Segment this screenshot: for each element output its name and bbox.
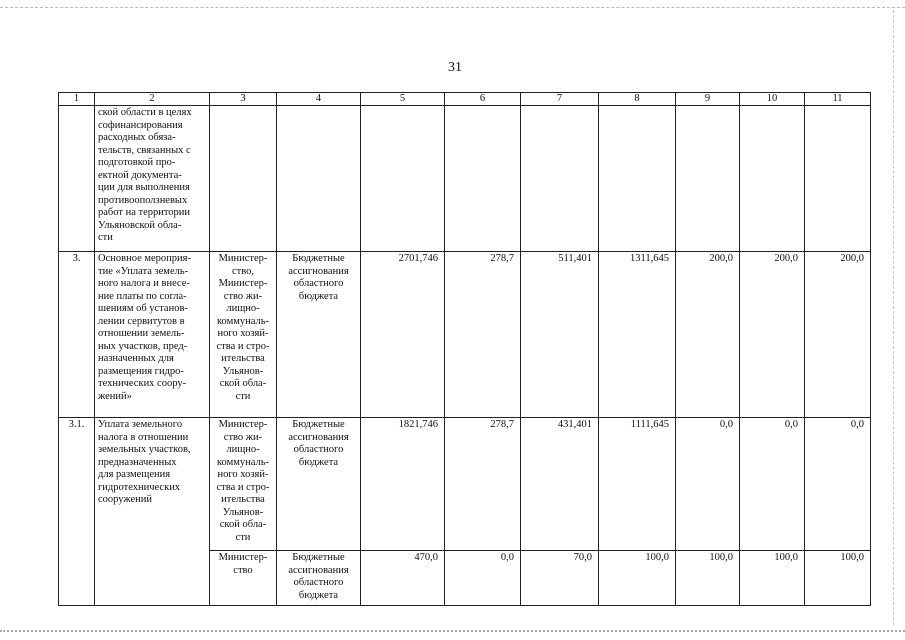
column-header: 7 xyxy=(521,93,599,106)
column-header: 9 xyxy=(676,93,740,106)
value-cell: 200,0 xyxy=(740,252,805,418)
column-header: 1 xyxy=(59,93,95,106)
value-cell: 1821,746 xyxy=(361,418,445,551)
value-cell: 100,0 xyxy=(740,551,805,606)
row-number-cell xyxy=(59,106,95,252)
value-cell: 200,0 xyxy=(676,252,740,418)
column-header: 11 xyxy=(805,93,871,106)
table-row xyxy=(59,418,871,551)
column-header: 8 xyxy=(599,93,676,106)
value-cell: 0,0 xyxy=(676,418,740,551)
column-header: 2 xyxy=(95,93,210,106)
scan-bottom-border xyxy=(0,630,905,632)
value-cell: 278,7 xyxy=(445,418,521,551)
funding-source-cell: Бюджетные ассигнования областного бюджета xyxy=(277,252,361,418)
executor-cell xyxy=(210,106,277,252)
funding-source-cell: Бюджетные ассигнования областного бюджета xyxy=(277,551,361,606)
value-cell xyxy=(361,106,445,252)
column-header: 6 xyxy=(445,93,521,106)
value-cell: 100,0 xyxy=(599,551,676,606)
column-header: 5 xyxy=(361,93,445,106)
funding-source-cell xyxy=(277,106,361,252)
funding-source-cell: Бюджетные ассигнования областного бюджета xyxy=(277,418,361,551)
value-cell: 70,0 xyxy=(521,551,599,606)
executor-cell: Министер- ство, Министер- ство жи- лищно- коммуналь- ного хозяй- ства и стро- ительства Ульянов- ской обла- сти xyxy=(210,252,277,418)
value-cell: 0,0 xyxy=(740,418,805,551)
value-cell xyxy=(445,106,521,252)
row-number-cell: 3. xyxy=(59,252,95,418)
column-header: 3 xyxy=(210,93,277,106)
value-cell: 511,401 xyxy=(521,252,599,418)
column-header: 4 xyxy=(277,93,361,106)
table-row xyxy=(59,106,871,252)
activity-name-cell: ской области в целях софинансирования расходных обяза- тельств, связанных с подготовкой про- ектной документа- ции для выполнения противооползневых работ на территории Ульяновской обла- сти xyxy=(95,106,210,252)
page-number: 31 xyxy=(448,60,462,75)
value-cell: 470,0 xyxy=(361,551,445,606)
value-cell xyxy=(521,106,599,252)
value-cell: 0,0 xyxy=(805,418,871,551)
activity-name-cell: Уплата земельного налога в отношении земельных участков, предназначенных для размещения гидротехнических сооружений xyxy=(95,418,210,606)
value-cell: 200,0 xyxy=(805,252,871,418)
value-cell: 278,7 xyxy=(445,252,521,418)
column-header: 10 xyxy=(740,93,805,106)
value-cell: 1311,645 xyxy=(599,252,676,418)
value-cell xyxy=(599,106,676,252)
header-row xyxy=(59,93,871,106)
activity-name-cell: Основное мероприя- тие «Уплата земель- ного налога и внесе- ние платы по согла- шениям об установ- лении сервитутов в отношении земель- ных участков, пред- назначенных для размещения гидро- технических соору- жений» xyxy=(95,252,210,418)
program-table xyxy=(58,92,871,606)
value-cell xyxy=(676,106,740,252)
row-number-cell: 3.1. xyxy=(59,418,95,606)
table-row xyxy=(59,252,871,418)
value-cell: 100,0 xyxy=(805,551,871,606)
executor-cell: Министер- ство xyxy=(210,551,277,606)
value-cell: 2701,746 xyxy=(361,252,445,418)
scan-top-border xyxy=(0,7,905,8)
value-cell xyxy=(740,106,805,252)
value-cell: 1111,645 xyxy=(599,418,676,551)
value-cell xyxy=(805,106,871,252)
value-cell: 431,401 xyxy=(521,418,599,551)
value-cell: 0,0 xyxy=(445,551,521,606)
executor-cell: Министер- ство жи- лищно- коммуналь- ного хозяй- ства и стро- ительства Ульянов- ской обла- сти xyxy=(210,418,277,551)
value-cell: 100,0 xyxy=(676,551,740,606)
scan-right-border xyxy=(893,10,894,625)
